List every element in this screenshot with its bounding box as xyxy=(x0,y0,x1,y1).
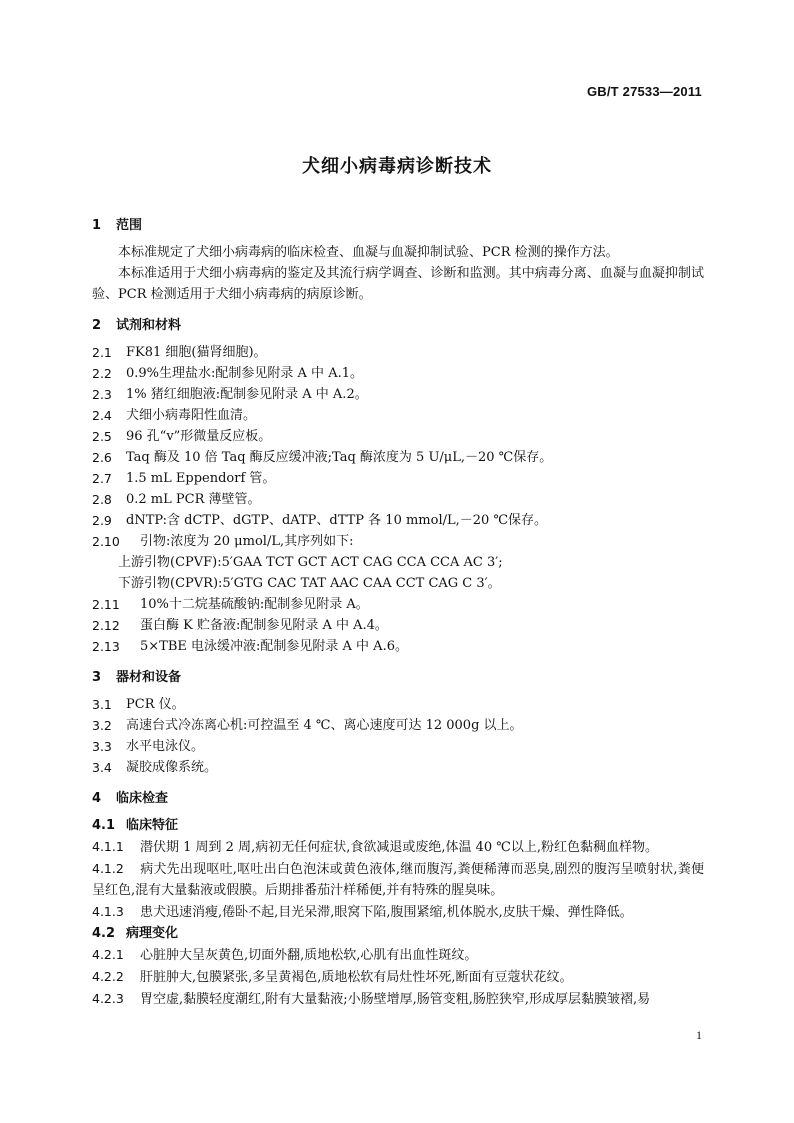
section-number: 2 xyxy=(92,318,102,333)
item-number: 2.2 xyxy=(92,366,112,381)
section-2-heading xyxy=(92,315,704,336)
item-text: PCR 仪。 xyxy=(126,697,185,712)
document-title: 犬细小病毒病诊断技术 xyxy=(302,156,492,177)
list-item xyxy=(92,966,704,988)
list-item xyxy=(92,736,704,757)
item-number: 3.4 xyxy=(92,760,112,775)
item-number: 4.2.1 xyxy=(92,947,124,962)
item-number: 2.13 xyxy=(92,639,120,654)
item-text: FK81 细胞(猫肾细胞)。 xyxy=(126,345,267,360)
section-number: 1 xyxy=(92,218,102,233)
item-number: 3.2 xyxy=(92,718,112,733)
item-text: 胃空虚,黏膜轻度潮红,附有大量黏液;小肠壁增厚,肠管变粗,肠腔狭窄,形成厚层黏膜皱褶,易 xyxy=(140,992,651,1007)
item-number: 2.9 xyxy=(92,513,112,528)
page-number: 1 xyxy=(696,1028,702,1042)
item-number: 4.1.1 xyxy=(92,839,124,854)
list-item xyxy=(92,757,704,778)
item-text: 患犬迅速消瘦,倦卧不起,目光呆滞,眼窝下陷,腹围紧缩,机体脱水,皮肤干燥、弹性降低。 xyxy=(140,905,633,920)
item-text: 96 孔“v”形微量反应板。 xyxy=(126,429,272,444)
list-item xyxy=(92,468,704,489)
list-item xyxy=(92,531,704,552)
item-text: 1% 猪红细胞液:配制参见附录 A 中 A.2。 xyxy=(126,387,368,402)
item-text: 肝脏肿大,包膜紧张,多呈黄褐色,质地松软有局灶性坏死,断面有豆蔻状花纹。 xyxy=(140,970,573,985)
primer-sequence: 下游引物(CPVR):5′GTG CAC TAT AAC CAA CCT CAG C 3′。 xyxy=(118,576,501,591)
subsection-title: 临床特征 xyxy=(126,818,179,833)
item-number: 2.8 xyxy=(92,492,112,507)
item-number: 2.5 xyxy=(92,429,112,444)
item-text: 0.9%生理盐水:配制参见附录 A 中 A.1。 xyxy=(126,366,363,381)
list-item xyxy=(92,384,704,405)
list-item xyxy=(92,489,704,510)
item-text: 10%十二烷基硫酸钠:配制参见附录 A。 xyxy=(140,597,369,612)
item-text: 蛋白酶 K 贮备液:配制参见附录 A 中 A.4。 xyxy=(140,618,388,633)
paragraph: 本标准规定了犬细小病毒病的临床检查、血凝与血凝抑制试验、PCR 检测的操作方法。 xyxy=(118,245,619,260)
subsection-number: 4.2 xyxy=(92,926,116,941)
list-item xyxy=(92,694,704,715)
list-item xyxy=(92,510,704,531)
list-item xyxy=(92,636,704,657)
list-item xyxy=(92,944,704,966)
section-title: 器材和设备 xyxy=(116,670,182,685)
item-number: 4.2.2 xyxy=(92,969,124,984)
section-title: 试剂和材料 xyxy=(116,318,182,333)
item-text: 犬细小病毒阳性血清。 xyxy=(126,408,257,423)
item-number: 2.7 xyxy=(92,471,112,486)
item-text: 潜伏期 1 周到 2 周,病初无任何症状,食欲减退或废绝,体温 40 ℃以上,粉红色黏稠血样物。 xyxy=(140,840,658,855)
item-number: 2.4 xyxy=(92,408,112,423)
item-number: 2.11 xyxy=(92,597,120,612)
item-number: 4.1.3 xyxy=(92,904,124,919)
list-item xyxy=(92,858,704,901)
item-text: 水平电泳仪。 xyxy=(126,739,205,754)
standard-code: GB/T 27533—2011 xyxy=(586,84,702,99)
item-number: 2.3 xyxy=(92,387,112,402)
list-item xyxy=(92,447,704,468)
section-number: 3 xyxy=(92,670,102,685)
subsection-number: 4.1 xyxy=(92,818,116,833)
primer-sequence: 上游引物(CPVF):5′GAA TCT GCT ACT CAG CCA CCA AC 3′; xyxy=(118,555,503,570)
list-item xyxy=(92,836,704,858)
list-item xyxy=(92,363,704,384)
item-number: 2.10 xyxy=(92,534,120,549)
item-text: 1.5 mL Eppendorf 管。 xyxy=(126,471,276,486)
list-item xyxy=(92,342,704,363)
list-item xyxy=(92,426,704,447)
item-number: 3.3 xyxy=(92,739,112,754)
list-item xyxy=(92,405,704,426)
item-text: dNTP:含 dCTP、dGTP、dATP、dTTP 各 10 mmol/L,－20 ℃保存。 xyxy=(126,513,547,528)
item-number: 3.1 xyxy=(92,697,112,712)
subsection-title: 病理变化 xyxy=(126,926,179,941)
list-item xyxy=(92,615,704,636)
item-number: 2.1 xyxy=(92,345,112,360)
subsection-4-2-heading xyxy=(92,923,704,944)
paragraph: 本标准适用于犬细小病毒病的鉴定及其流行病学调查、诊断和监测。其中病毒分离、血凝与血凝抑制试验、PCR 检测适用于犬细小病毒病的病原诊断。 xyxy=(92,266,704,302)
list-item xyxy=(92,988,704,1010)
section-number: 4 xyxy=(92,791,102,806)
section-title: 范围 xyxy=(116,218,143,233)
section-1-heading xyxy=(92,215,704,236)
section-3-heading xyxy=(92,667,704,688)
section-4-heading xyxy=(92,788,704,809)
item-text: Taq 酶及 10 倍 Taq 酶反应缓冲液;Taq 酶浓度为 5 U/μL,－20 ℃保存。 xyxy=(126,450,553,465)
item-text: 引物:浓度为 20 μmol/L,其序列如下: xyxy=(140,534,354,549)
list-item xyxy=(92,594,704,615)
list-item xyxy=(92,901,704,923)
item-text: 0.2 mL PCR 薄壁管。 xyxy=(126,492,261,507)
item-number: 2.12 xyxy=(92,618,120,633)
item-text: 凝胶成像系统。 xyxy=(126,760,218,775)
item-text: 病犬先出现呕吐,呕吐出白色泡沫或黄色液体,继而腹泻,粪便稀薄而恶臭,剧烈的腹泻呈喷射状,粪便呈红色,混有大量黏液或假膜。后期排番茄汁样稀便,并有特殊的腥臭味。 xyxy=(92,862,704,898)
item-number: 2.6 xyxy=(92,450,112,465)
document-body xyxy=(92,205,704,1010)
list-item xyxy=(92,715,704,736)
item-number: 4.1.2 xyxy=(92,861,124,876)
section-title: 临床检查 xyxy=(116,791,169,806)
item-text: 心脏肿大呈灰黄色,切面外翻,质地松软,心肌有出血性斑纹。 xyxy=(140,948,478,963)
item-text: 5×TBE 电泳缓冲液:配制参见附录 A 中 A.6。 xyxy=(140,639,408,654)
subsection-4-1-heading xyxy=(92,815,704,836)
item-number: 4.2.3 xyxy=(92,991,124,1006)
item-text: 高速台式冷冻离心机:可控温至 4 ℃、离心速度可达 12 000g 以上。 xyxy=(126,718,523,733)
